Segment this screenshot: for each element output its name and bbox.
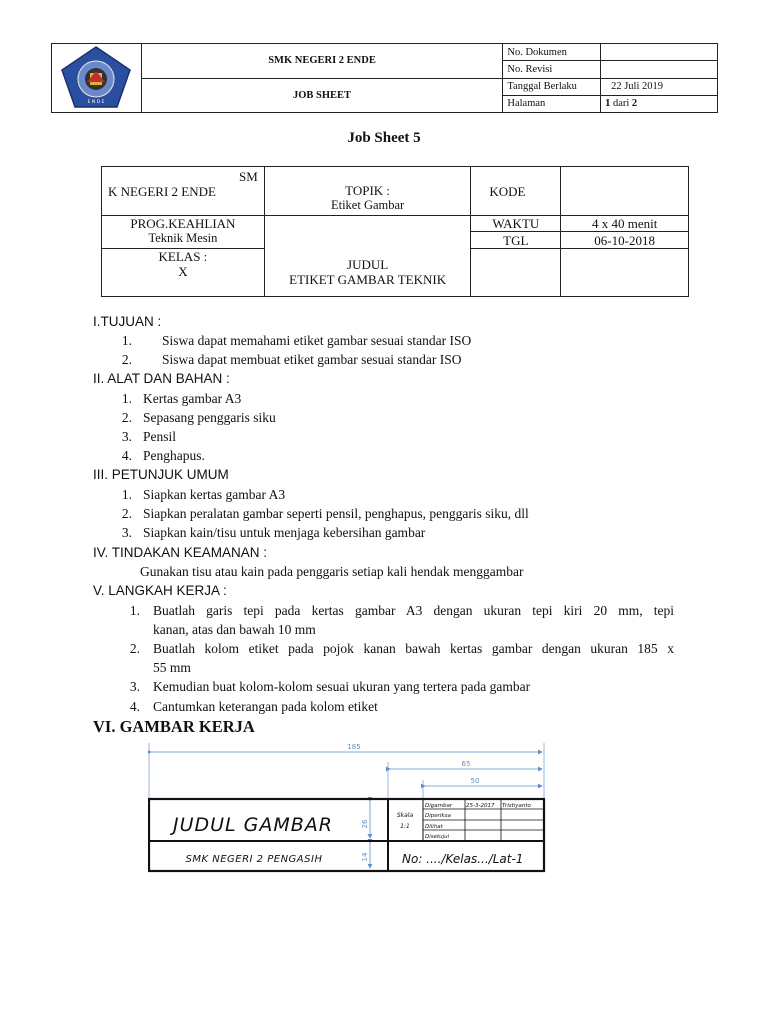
alat-heading: II. ALAT DAN BAHAN :: [93, 371, 230, 386]
tujuan-num-2: 2.: [121, 352, 132, 367]
school-line-1: SM: [239, 169, 258, 184]
page-label: Halaman: [503, 95, 601, 112]
alat-num-2: 2.: [121, 410, 132, 425]
langkah-num-4: 4.: [129, 699, 140, 714]
empty-cell-1: [471, 248, 561, 296]
topik-value: Etiket Gambar: [330, 198, 405, 213]
tujuan-item-2: Siswa dapat membuat etiket gambar sesuai standar ISO: [162, 352, 462, 367]
langkah-item-1-line-1: Buatlah garis tepi pada kertas gambar A3 dengan ukuran tepi kiri 20 mm, tepi: [153, 603, 674, 618]
document-header: [51, 43, 718, 113]
judul-value: ETIKET GAMBAR TEKNIK: [289, 272, 447, 288]
title-block-drawing: [148, 740, 548, 874]
kelas-cell: [102, 248, 265, 296]
petunjuk-item-3: Siapkan kain/tisu untuk menjaga kebersihan gambar: [143, 525, 426, 540]
tgl-value: 06-10-2018: [561, 232, 689, 248]
revision-label: No. Revisi: [503, 61, 601, 78]
skala-value: 1:1: [400, 823, 410, 830]
langkah-heading: V. LANGKAH KERJA :: [93, 583, 227, 598]
langkah-item-2-line-1: Buatlah kolom etiket pada pojok kanan bawah kertas gambar dengan ukuran 185 x: [153, 641, 674, 656]
dim-26-label: 26: [361, 819, 369, 829]
alat-item-1: Kertas gambar A3: [143, 391, 242, 406]
skala-label: Skala: [396, 812, 414, 819]
petunjuk-heading: III. PETUNJUK UMUM: [93, 467, 229, 482]
dim-65-label: 65: [461, 760, 471, 768]
effective-date-value: 22 Juli 2019: [601, 78, 718, 95]
kode-value: [561, 167, 689, 216]
school-cell: [102, 167, 265, 216]
drawing-number: No: ..../Kelas.../Lat-1: [402, 852, 524, 866]
waktu-value: 4 x 40 menit: [561, 216, 689, 232]
revision-value: [601, 61, 718, 78]
petunjuk-item-2: Siapkan peralatan gambar seperti pensil, penghapus, penggaris siku, dll: [143, 506, 529, 521]
langkah-item-1-line-2: kanan, atas dan bawah 10 mm: [153, 622, 316, 637]
alat-num-1: 1.: [121, 391, 132, 406]
alat-item-4: Penghapus.: [143, 448, 205, 463]
prog-cell: [102, 216, 265, 248]
topik-label: TOPIK :: [345, 183, 391, 199]
topik-cell: [264, 167, 471, 216]
tgl-label: TGL: [471, 232, 561, 248]
langkah-num-1: 1.: [129, 603, 140, 618]
keamanan-heading: IV. TINDAKAN KEAMANAN :: [93, 545, 268, 560]
alat-num-3: 3.: [121, 429, 132, 444]
school-line-2: K NEGERI 2 ENDE: [108, 184, 216, 199]
page-title: Job Sheet 5: [347, 130, 421, 146]
school-logo-icon: [60, 45, 132, 109]
dim-50-label: 50: [470, 777, 480, 785]
petunjuk-item-1: Siapkan kertas gambar A3: [143, 487, 286, 502]
langkah-item-3: Kemudian buat kolom-kolom sesuai ukuran yang tertera pada gambar: [153, 679, 531, 694]
logo-lettering: E N D E: [87, 99, 105, 105]
row-label-dilihat: Dilihat: [425, 824, 443, 830]
langkah-num-3: 3.: [129, 679, 140, 694]
alat-num-4: 4.: [121, 448, 132, 463]
alat-item-3: Pensil: [143, 429, 177, 444]
dim-14-label: 14: [361, 852, 369, 862]
doc-number-label: No. Dokumen: [503, 44, 601, 61]
row-date-digambar: 25-3-2017: [466, 803, 495, 809]
drawing-school: SMK NEGERI 2 PENGASIH: [185, 854, 323, 865]
keamanan-text: Gunakan tisu atau kain pada penggaris setiap kali hendak menggambar: [140, 564, 524, 579]
kelas-label: KELAS :: [158, 248, 208, 264]
petunjuk-num-3: 3.: [121, 525, 132, 540]
petunjuk-num-1: 1.: [121, 487, 132, 502]
row-label-diperiksa: Diperiksa: [425, 813, 451, 819]
doc-number-value: [601, 44, 718, 61]
prog-label: PROG.KEAHLIAN: [130, 216, 236, 232]
prog-value: Teknik Mesin: [148, 231, 218, 246]
effective-date-label: Tanggal Berlaku: [503, 78, 601, 95]
waktu-label: WAKTU: [471, 216, 561, 232]
petunjuk-num-2: 2.: [121, 506, 132, 521]
job-sheet-label: JOB SHEET: [141, 78, 503, 113]
judul-cell: [264, 216, 471, 297]
judul-label: JUDUL: [347, 257, 389, 273]
info-table: [101, 166, 689, 297]
row-label-disetujui: Disetujui: [425, 834, 450, 840]
logo-cell: [52, 44, 142, 113]
page-value: 1 dari 2: [601, 95, 718, 112]
empty-cell-2: [561, 248, 689, 296]
tujuan-num-1: 1.: [121, 333, 132, 348]
dim-185-label: 185: [347, 743, 361, 751]
drawing-title: JUDUL GAMBAR: [172, 814, 334, 836]
tujuan-item-1: Siswa dapat memahami etiket gambar sesuai standar ISO: [162, 333, 472, 348]
school-name: SMK NEGERI 2 ENDE: [141, 44, 503, 79]
langkah-num-2: 2.: [129, 641, 140, 656]
gambar-heading: VI. GAMBAR KERJA: [93, 717, 255, 736]
langkah-item-2-line-2: 55 mm: [153, 660, 191, 675]
tujuan-heading: I.TUJUAN :: [93, 314, 162, 329]
kode-label: KODE: [471, 167, 561, 216]
langkah-item-4: Cantumkan keterangan pada kolom etiket: [153, 699, 378, 714]
alat-item-2: Sepasang penggaris siku: [143, 410, 276, 425]
row-name-digambar: Tristiyanto: [502, 803, 531, 809]
row-label-digambar: Digambar: [425, 803, 453, 809]
kelas-value: X: [178, 263, 188, 279]
